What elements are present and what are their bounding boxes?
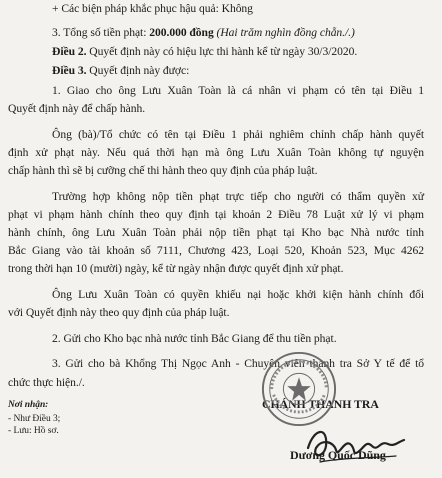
para-6-line-2: chức thực hiện./. [8, 376, 85, 389]
signer-name: Dương Quốc Dũng [290, 448, 386, 462]
para-2-line-1: Ông (bà)/Tổ chức có tên tại Điều 1 phải nghiêm chỉnh chấp hành quyết [52, 128, 424, 141]
para-3-line-1: Trường hợp không nộp tiền phạt trực tiếp cho người có thẩm quyền xử [52, 190, 424, 203]
total-fine-label: 3. Tổng số tiền phạt: [52, 26, 150, 39]
remedy-line [52, 2, 253, 16]
para-3-line-5: trong thời hạn 10 (mười) ngày, kể từ ngày nhận được quyết định xử phạt. [8, 262, 344, 275]
para-3-line-3: hành chính, ông Lưu Xuân Toàn phải nộp tiền phạt tại Kho bạc Nhà nước tỉnh [8, 226, 424, 239]
official-seal-icon [260, 350, 338, 428]
recipient-item-2: - Lưu: Hồ sơ. [8, 426, 59, 436]
para-6-line-1: 3. Gửi cho bà Khổng Thị Ngọc Anh - Chuyên viên thanh tra Sở Y tế để tổ [52, 357, 424, 370]
para-1-line-1: 1. Giao cho ông Lưu Xuân Toàn là cá nhân vi phạm có tên tại Điều 1 [52, 84, 424, 97]
article-2-line [52, 45, 357, 59]
para-5-line: 2. Gửi cho Kho bạc nhà nước tỉnh Bắc Giang để thu tiền phạt. [52, 332, 337, 345]
para-2-line-3: chấp hành thì sẽ bị cưỡng chế thi hành theo quy định của pháp luật. [8, 164, 318, 177]
signer-title: CHÁNH THANH TRA [262, 397, 379, 411]
total-fine-words: (Hai trăm nghìn đồng chẵn./.) [213, 26, 355, 39]
article-2-heading: Điều 2. [52, 45, 87, 58]
total-fine-amount: 200.000 đồng [149, 26, 214, 39]
recipients-heading: Nơi nhận: [8, 400, 49, 410]
article-3-text: Quyết định này được: [86, 64, 190, 77]
para-4-line-1: Ông Lưu Xuân Toàn có quyền khiếu nại hoặc khởi kiện hành chính đối [52, 288, 424, 301]
para-3-line-4: Bắc Giang vào tài khoản số 7111, Chương 423, Loại 520, Khoản 523, Mục 4262 [8, 244, 424, 257]
para-4-line-2: với Quyết định này theo quy định của pháp luật. [8, 306, 230, 319]
recipient-item-1: - Như Điều 3; [8, 414, 61, 424]
article-2-text: Quyết định này có hiệu lực thi hành kể từ ngày 30/3/2020. [86, 45, 358, 58]
article-3-heading: Điều 3. [52, 64, 87, 77]
para-1-line-2: Quyết định này để chấp hành. [8, 102, 146, 115]
total-fine-line [52, 26, 355, 40]
para-3-line-2: phạt vi phạm hành chính theo quy định tại khoản 2 Điều 78 Luật xử lý vi phạm [8, 208, 424, 221]
remedy-text: + Các biện pháp khắc phục hậu quả: Không [52, 2, 253, 15]
para-2-line-2: định xử phạt này. Nếu quá thời hạn mà ông Lưu Xuân Toàn không tự nguyện [8, 146, 424, 159]
article-3-line [52, 64, 189, 78]
